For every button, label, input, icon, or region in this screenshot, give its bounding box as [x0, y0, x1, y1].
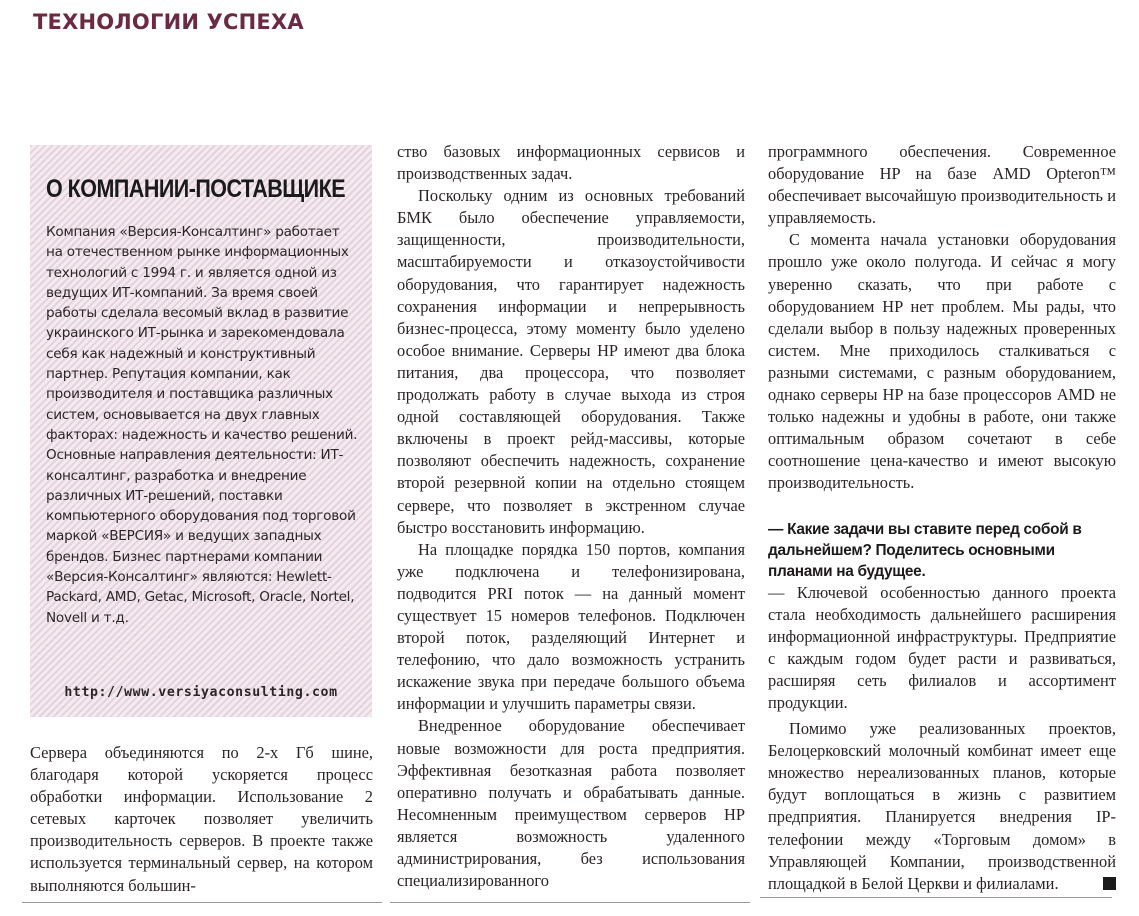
column-3-bottom-rule: [760, 897, 1112, 898]
sidebar-title: О КОМПАНИИ-ПОСТАВЩИКЕ: [46, 175, 346, 203]
paragraph: ство базовых информационных сервисов и производственных задач.: [397, 142, 745, 184]
paragraph: На площадке порядка 150 портов, компания уже подключена и телефонизирована, подводится PRI поток — на данный момент существует 15 номеров телефонов. Подключен второй поток, разделяющий Интернет и телефонию, что дало возможность устранить искажение звука при передаче большого объема информации и улучшить параметры связи.: [397, 539, 745, 714]
column-1-bottom-rule: [22, 902, 382, 903]
paragraph: С момента начала установки оборудования прошло уже около полугода. И сейчас я могу уверенно сказать, что при работе с оборудованием HP нет проблем. Мы рады, что сделали выбор в пользу надежных проверенных систем. Мне приходилось сталкиваться с разными системами, с разным оборудованием, однако серверы HP на базе процессоров AMD не только надежны и удобны в работе, они также оптимальным образом сочетают в себе соотношение цена-качество и имеют высокую производительность.: [768, 230, 1116, 493]
paragraph: Сервера объединяются по 2-х Гб шине, благодаря которой ускоряется процесс обработки информации. Использование 2 сетевых карточек позволяет увеличить производительность серверов. В проекте также используется терминальный сервер, на котором выполняются большин-: [30, 743, 373, 895]
paragraph-text: Помимо уже реализованных проектов, Белоцерковский молочный комбинат имеет еще множество нереализованных планов, которые будут воплощаться в жизнь с развитием предприятия. Планируется внедрения IP-телефонии между «Торговым домом» в Управляющей Компании, производственной площадкой в Белой Церкви и филиалами.: [768, 719, 1116, 893]
article-column-2: [397, 141, 745, 892]
article-column-1: [30, 742, 373, 897]
company-info-sidebar: [30, 145, 372, 717]
article-column-3: [768, 141, 1131, 895]
paragraph: Внедренное оборудование обеспечивает новые возможности для роста предприятия. Эффективная безотказная работа позволяет оперативно получать и обрабатывать данные. Несомненным преимуществом серверов HP является возможность удаленного администрирования, без использования специализированного: [397, 716, 745, 891]
company-website-link[interactable]: http://www.versiyaconsulting.com: [64, 685, 338, 700]
paragraph: [768, 718, 1131, 895]
column-2-bottom-rule: [390, 902, 750, 903]
section-header: ТЕХНОЛОГИИ УСПЕХА: [33, 10, 304, 34]
paragraph: Поскольку одним из основных требований БМК было обеспечение управляемости, защищенности, производительности, масштабируемости и отказоустойчивости оборудования, что гарантирует надежность сохранения информации и непрерывность бизнес-процесса, этому моменту было уделено особое внимание. Серверы HP имеют два блока питания, два процессора, что позволяет продолжать работу в случае выхода из строя одной составляющей оборудования. Также включены в проект рейд-массивы, которые позволяют обеспечить надежность, сохранение второй резервной копии на отдельно стоящем сервере, что позволяет в экстренном случае быстро восстановить информацию.: [397, 186, 745, 537]
article-end-icon: Е: [1103, 877, 1116, 890]
sidebar-text: Компания «Версия-Консалтинг» работает на отечественном рынке информационных технологий с 1994 г. и является одной из ведущих ИТ-компаний. За время своей работы сделала весомый вклад в развитие украинского ИТ-рынка и зарекомендовала себя как надежный и конструктивный партнер. Репутация компании, как производителя и поставщика различных систем, основывается на двух главных факторах: надежность и качество решений. Основные направления деятельности: ИТ-консалтинг, разработка и внедрение различных ИТ-решений, поставки компьютерного оборудования под торговой маркой «ВЕРСИЯ» и ведущих западных брендов. Бизнес партнерами компании «Версия-Консалтинг» являются: Hewlett-Packard, AMD, Getac, Microsoft, Oracle, Nortel, Novell и т.д.: [46, 224, 358, 626]
paragraph: программного обеспечения. Современное оборудование HP на базе AMD Opteron™ обеспечивает высочайшую производительность и управляемость.: [768, 142, 1116, 228]
paragraph: — Ключевой особенностью данного проекта стала необходимость дальнейшего расширения информационной инфраструктуры. Предприятие с каждым годом будет расти и развиваться, расширяя сеть филиалов и ассортимент продукции.: [768, 582, 1116, 712]
interview-question: — Какие задачи вы ставите перед собой в дальнейшем? Поделитесь основными планами на будущее.: [768, 520, 1082, 580]
